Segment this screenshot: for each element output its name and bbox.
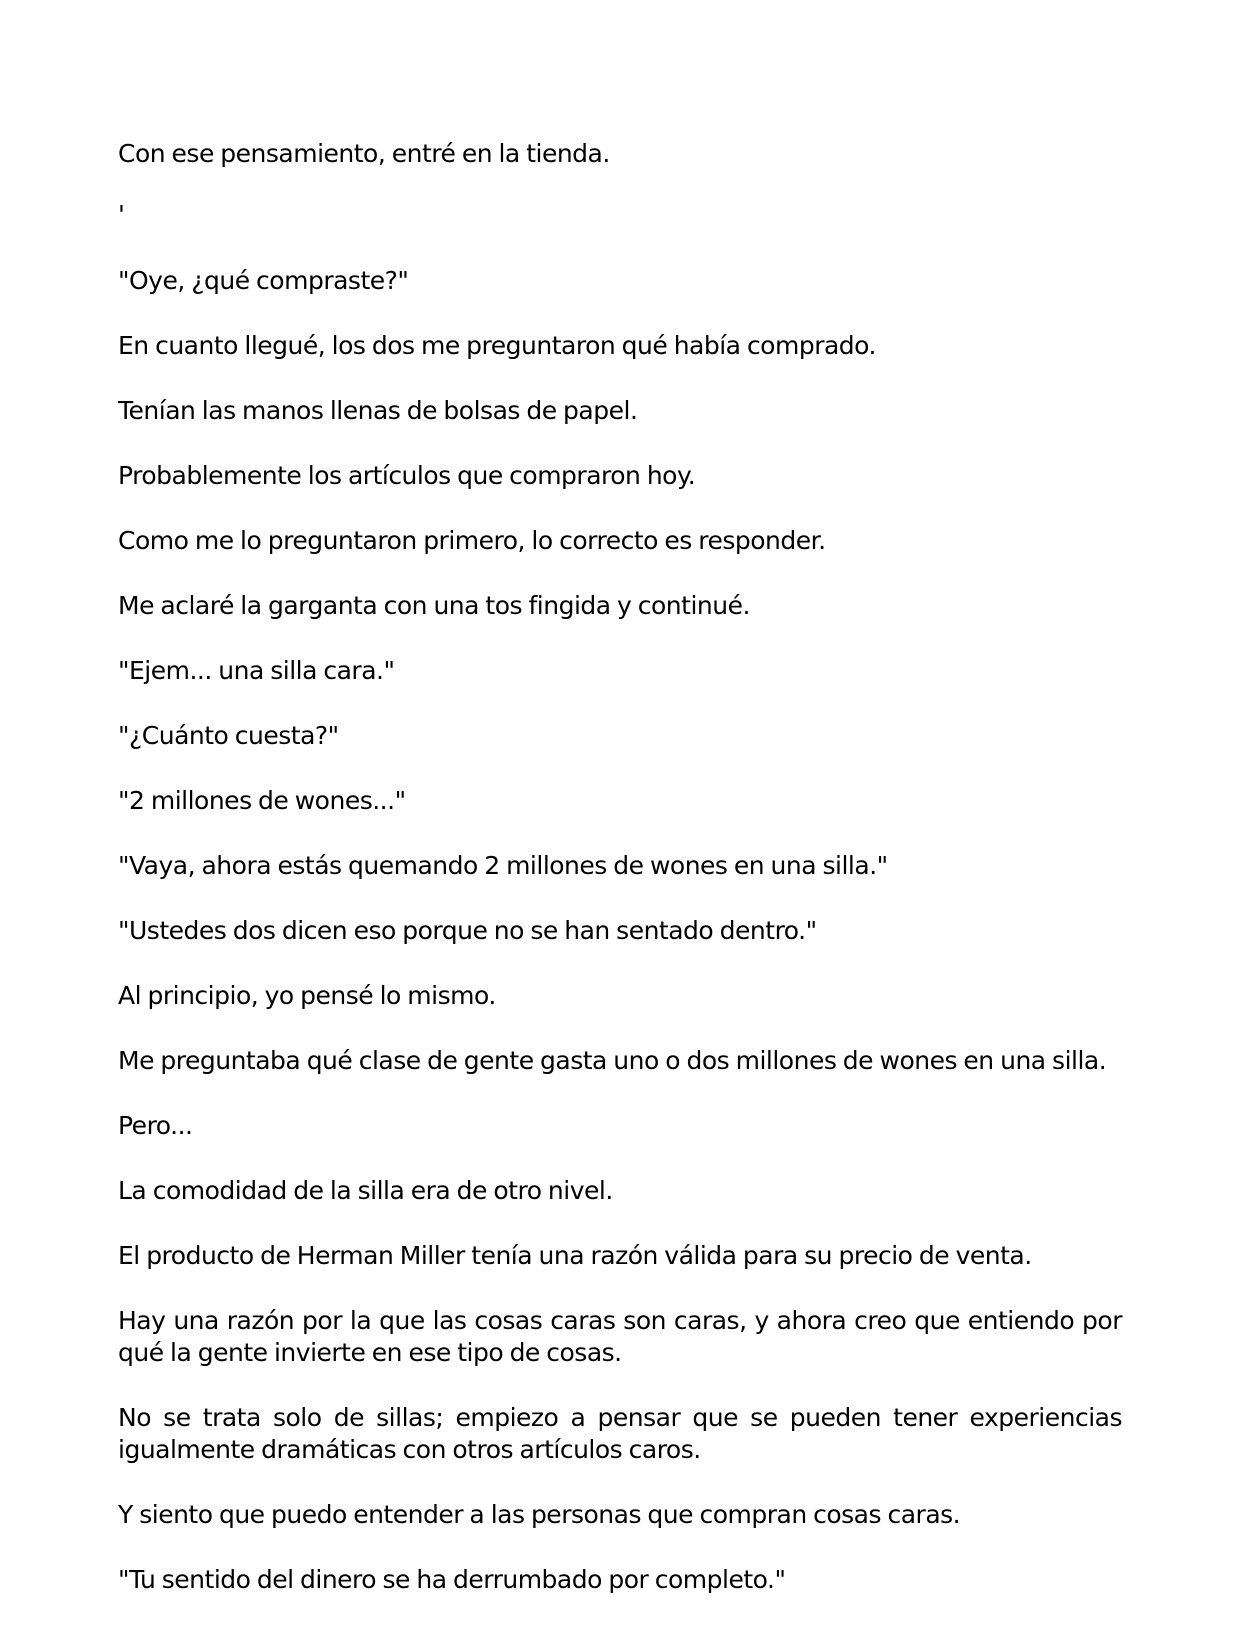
paragraph: El producto de Herman Miller tenía una razón válida para su precio de venta. [118,1241,1032,1270]
paragraph: "Oye, ¿qué compraste?" [118,266,409,295]
paragraph: "Tu sentido del dinero se ha derrumbado por completo." [118,1565,786,1594]
paragraph: Y siento que puedo entender a las personas que compran cosas caras. [118,1500,961,1529]
paragraph: La comodidad de la silla era de otro nivel. [118,1176,613,1205]
paragraph: "Ustedes dos dicen eso porque no se han sentado dentro." [118,916,817,945]
paragraph: ' [118,200,125,229]
paragraph: No se trata solo de sillas; empiezo a pensar que se pueden tener experiencias igualmente dramáticas con otros artículos caros. [118,1403,1122,1464]
paragraph: Hay una razón por la que las cosas caras son caras, y ahora creo que entiendo por qué la gente invierte en ese tipo de cosas. [118,1306,1122,1367]
paragraph: "2 millones de wones..." [118,786,406,815]
paragraph: "¿Cuánto cuesta?" [118,721,339,750]
text-column [118,138,1122,1629]
paragraph: Me preguntaba qué clase de gente gasta uno o dos millones de wones en una silla. [118,1046,1107,1075]
paragraph: "Ejem... una silla cara." [118,656,395,685]
paragraph: En cuanto llegué, los dos me preguntaron qué había comprado. [118,331,876,360]
paragraph: Con ese pensamiento, entré en la tienda. [118,139,610,168]
paragraph: Tenían las manos llenas de bolsas de papel. [118,396,638,425]
paragraph: Probablemente los artículos que compraron hoy. [118,461,696,490]
paragraph: "Vaya, ahora estás quemando 2 millones de wones en una silla." [118,851,888,880]
paragraph: Al principio, yo pensé lo mismo. [118,981,496,1010]
paragraph: Me aclaré la garganta con una tos fingida y continué. [118,591,750,620]
paragraph: Como me lo preguntaron primero, lo correcto es responder. [118,526,826,555]
paragraph: Pero... [118,1111,193,1140]
